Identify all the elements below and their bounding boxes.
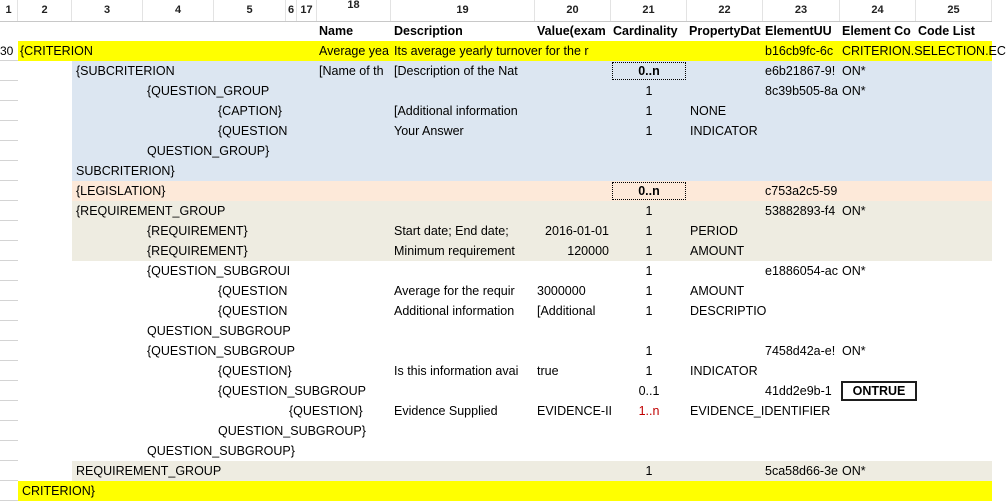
sheet-row (0, 41, 1006, 61)
sheet-row (0, 261, 992, 281)
cell-codelist[interactable] (918, 181, 992, 201)
cell-name[interactable] (319, 321, 391, 341)
cell-name[interactable] (319, 121, 391, 141)
col-header-1[interactable]: 1 (0, 0, 18, 21)
cell-name[interactable] (319, 201, 391, 221)
cell-card[interactable] (611, 321, 687, 341)
cell-name[interactable] (319, 81, 391, 101)
sheet-row (0, 241, 992, 261)
cell-name[interactable] (319, 441, 391, 461)
cell-value[interactable] (537, 201, 609, 221)
cell-card[interactable]: 1 (645, 204, 653, 218)
cell-codelist[interactable] (918, 281, 992, 301)
cell-card[interactable]: 1 (645, 244, 653, 258)
cell-name[interactable] (319, 421, 391, 441)
element-label[interactable]: QUESTION_SUBGROUP} (147, 444, 295, 458)
cell-name[interactable] (319, 341, 391, 361)
cell-name[interactable] (319, 141, 391, 161)
cell-card[interactable]: 0..n (611, 181, 687, 201)
cell-code[interactable] (842, 121, 916, 141)
cell-name[interactable]: Average yea (319, 44, 389, 58)
row-number[interactable]: 30 (0, 41, 18, 61)
cell-card[interactable]: 1 (645, 124, 653, 138)
cell-value[interactable] (537, 321, 609, 341)
sheet-row (0, 441, 992, 461)
sheet-row (0, 461, 992, 481)
cell-codelist[interactable] (918, 381, 992, 401)
cell-code[interactable]: ON* (842, 464, 866, 478)
cell-value[interactable] (537, 341, 609, 361)
row-number[interactable] (0, 461, 18, 481)
cell-codelist[interactable] (918, 261, 992, 281)
sheet-row (0, 141, 992, 161)
cell-name[interactable] (319, 381, 391, 401)
cell-card[interactable]: 1 (645, 264, 653, 278)
cell-uuid[interactable] (765, 481, 840, 501)
sheet-row (0, 281, 992, 301)
row-number[interactable] (0, 301, 18, 321)
row-number[interactable] (0, 321, 18, 341)
cell-card[interactable] (611, 481, 687, 501)
cell-prop[interactable]: AMOUNT (690, 284, 745, 298)
cell-name[interactable] (319, 401, 391, 421)
cell-code[interactable] (842, 281, 916, 301)
cell-uuid[interactable]: 5ca58d66-3e (765, 464, 838, 478)
element-label[interactable]: QUESTION_SUBGROUP} (218, 424, 366, 438)
cell-desc[interactable] (394, 321, 535, 341)
cell-prop[interactable]: INDICATOR (690, 364, 758, 378)
cell-prop[interactable]: AMOUNT (690, 244, 745, 258)
cell-codelist[interactable] (918, 481, 992, 501)
cell-codelist[interactable] (918, 141, 992, 161)
row-number[interactable] (0, 361, 18, 381)
row-number[interactable] (0, 61, 18, 81)
cell-code[interactable] (842, 161, 916, 181)
element-label[interactable]: {QUESTION} (289, 404, 363, 418)
sheet-row (0, 221, 992, 241)
col-header-2[interactable]: 2 (18, 0, 72, 21)
header-cardinality[interactable]: Cardinality (613, 24, 678, 38)
cell-codelist[interactable] (918, 81, 992, 101)
cell-desc[interactable] (394, 201, 535, 221)
header-codelist[interactable]: Code List (918, 24, 975, 38)
cell-value[interactable]: 3000000 (537, 284, 586, 298)
cell-card[interactable]: 1..n (638, 404, 660, 418)
cell-codelist[interactable] (918, 301, 992, 321)
cell-desc[interactable] (394, 261, 535, 281)
row-number[interactable] (0, 141, 18, 161)
cell-desc[interactable] (394, 441, 535, 461)
row-number[interactable] (0, 201, 18, 221)
cell-card[interactable]: 1 (645, 84, 653, 98)
element-label[interactable]: {REQUIREMENT_GROUP (76, 204, 226, 218)
cell-uuid[interactable]: 7458d42a-e! (765, 344, 836, 358)
element-label[interactable]: {REQUIREMENT} (147, 244, 248, 258)
cell-uuid[interactable] (765, 321, 840, 341)
cell-desc[interactable] (394, 341, 535, 361)
row-number[interactable] (0, 401, 18, 421)
cell-value[interactable] (537, 141, 609, 161)
cell-desc[interactable]: Minimum requirement (394, 244, 515, 258)
row-number[interactable] (0, 481, 18, 501)
sheet-row (0, 161, 992, 181)
cell-code[interactable]: ON* (842, 344, 866, 358)
cell-code[interactable]: ON* (842, 84, 866, 98)
cell-codelist[interactable] (918, 421, 992, 441)
cell-value[interactable] (537, 121, 609, 141)
cell-code[interactable] (842, 361, 916, 381)
cell-desc[interactable] (394, 381, 535, 401)
cell-value[interactable] (537, 421, 609, 441)
cell-name[interactable] (319, 281, 391, 301)
element-label[interactable]: {QUESTION (218, 284, 288, 298)
row-number[interactable] (0, 281, 18, 301)
col-header-3[interactable]: 3 (72, 0, 143, 21)
col-header-6[interactable]: 6 (286, 0, 297, 21)
cell-uuid[interactable] (765, 221, 840, 241)
cell-name[interactable] (319, 241, 391, 261)
cell-uuid[interactable]: e6b21867-9! (765, 64, 836, 78)
sheet-row (0, 321, 992, 341)
cell-uuid[interactable]: 41dd2e9b-1 (765, 384, 832, 398)
cell-prop[interactable]: DESCRIPTIO (690, 304, 767, 318)
cell-desc[interactable] (394, 141, 535, 161)
cell-value[interactable] (537, 161, 609, 181)
element-label[interactable]: {SUBCRITERION (76, 64, 175, 78)
cell-desc[interactable]: Additional information (394, 304, 515, 318)
header-value[interactable]: Value(exam (537, 24, 606, 38)
cell-codelist[interactable] (918, 241, 992, 261)
col-header-4[interactable]: 4 (143, 0, 214, 21)
cell-value[interactable] (537, 41, 609, 61)
element-label[interactable]: {QUESTION_SUBGROUP (147, 344, 295, 358)
col-header-24[interactable]: 24 (840, 0, 916, 21)
element-label[interactable]: {CRITERION (20, 44, 93, 58)
cell-code[interactable] (842, 301, 916, 321)
element-label[interactable]: {CAPTION} (218, 104, 282, 118)
sheet-row (0, 101, 992, 121)
cell-codelist[interactable] (918, 341, 992, 361)
sheet-row (0, 401, 992, 421)
sheet-row (0, 61, 992, 81)
cell-desc[interactable]: [Additional information (394, 104, 518, 118)
row-number[interactable] (0, 101, 18, 121)
cell-card[interactable]: 1 (645, 344, 653, 358)
sheet-row (0, 421, 992, 441)
cell-card[interactable] (611, 141, 687, 161)
cell-codelist[interactable] (918, 121, 992, 141)
cell-uuid[interactable] (765, 241, 840, 261)
cell-code[interactable] (842, 221, 916, 241)
row-number[interactable] (0, 221, 18, 241)
element-label[interactable]: {LEGISLATION} (76, 184, 166, 198)
cell-code[interactable] (842, 141, 916, 161)
element-label[interactable]: {QUESTION_SUBGROUP (218, 384, 366, 398)
cell-desc[interactable] (394, 81, 535, 101)
cell-codelist[interactable] (918, 321, 992, 341)
cell-name[interactable] (319, 221, 391, 241)
sheet-row (0, 181, 992, 201)
element-label[interactable]: QUESTION_GROUP} (147, 144, 270, 158)
column-header-strip (0, 0, 992, 22)
cell-codelist[interactable] (918, 221, 992, 241)
cell-code[interactable] (842, 101, 916, 121)
sheet-row (0, 301, 992, 321)
cell-prop[interactable]: PERIOD (690, 224, 738, 238)
row-number[interactable] (0, 81, 18, 101)
cell-name[interactable] (319, 301, 391, 321)
header-description[interactable]: Description (394, 24, 463, 38)
cell-desc[interactable] (394, 421, 535, 441)
cell-codelist[interactable] (918, 401, 992, 421)
col-header-17[interactable]: 17 (297, 0, 317, 21)
col-header-19[interactable]: 19 (391, 0, 535, 21)
element-label[interactable]: {QUESTION (218, 304, 288, 318)
cell-value[interactable]: true (537, 364, 559, 378)
cell-card[interactable]: 0..1 (638, 384, 660, 398)
element-label[interactable]: QUESTION_SUBGROUP (147, 324, 291, 338)
cell-desc[interactable]: Is this information avai (394, 364, 519, 378)
sheet-row (0, 361, 992, 381)
cell-desc[interactable]: Its average yearly turnover for the r (394, 44, 589, 58)
cell-name[interactable] (319, 361, 391, 381)
element-label[interactable]: REQUIREMENT_GROUP (76, 464, 222, 478)
col-header-22[interactable]: 22 (687, 0, 763, 21)
element-label[interactable]: CRITERION} (22, 484, 95, 498)
cell-desc[interactable] (394, 461, 535, 481)
cell-name[interactable] (319, 461, 391, 481)
cell-card[interactable]: 1 (645, 304, 653, 318)
row-number[interactable] (0, 261, 18, 281)
cell-desc[interactable]: [Description of the Nat (394, 64, 518, 78)
cell-value[interactable] (537, 61, 609, 81)
cell-codelist[interactable] (918, 441, 992, 461)
cell-card[interactable] (611, 41, 687, 61)
cell-uuid[interactable] (765, 361, 840, 381)
sheet-row (0, 341, 992, 361)
cell-card[interactable] (611, 161, 687, 181)
sheet-row (0, 481, 992, 501)
cell-card[interactable]: 1 (645, 224, 653, 238)
sheet-row (0, 81, 992, 101)
cell-card[interactable]: 1 (645, 104, 653, 118)
cell-value[interactable] (537, 181, 609, 201)
header-elementuuid[interactable]: ElementUU (765, 24, 832, 38)
cell-desc[interactable]: Average for the requir (394, 284, 515, 298)
cell-uuid[interactable]: e1886054-ac (765, 264, 838, 278)
cell-value[interactable] (537, 381, 609, 401)
row-number[interactable] (0, 161, 18, 181)
element-label[interactable]: {QUESTION (218, 124, 288, 138)
element-label[interactable]: {QUESTION} (218, 364, 292, 378)
row-number[interactable] (0, 381, 18, 401)
row-number[interactable] (0, 241, 18, 261)
sheet-row (0, 121, 992, 141)
cell-codelist[interactable] (918, 101, 992, 121)
cell-desc[interactable]: Your Answer (394, 124, 464, 138)
cell-name[interactable] (319, 101, 391, 121)
cell-name[interactable] (319, 161, 391, 181)
cell-uuid[interactable] (765, 121, 840, 141)
cell-uuid[interactable]: 53882893-f4 (765, 204, 836, 218)
cell-code[interactable] (842, 441, 916, 461)
row-number[interactable] (0, 441, 18, 461)
cell-name[interactable] (319, 261, 391, 281)
cell-value[interactable] (537, 261, 609, 281)
row-number[interactable] (0, 181, 18, 201)
cell-name[interactable]: [Name of th (319, 64, 384, 78)
cell-code[interactable] (842, 321, 916, 341)
col-header-20[interactable]: 20 (535, 0, 611, 21)
cell-uuid[interactable]: 8c39b505-8a (765, 84, 838, 98)
cell-code[interactable] (842, 241, 916, 261)
cell-value[interactable] (537, 481, 609, 501)
cell-uuid[interactable] (765, 101, 840, 121)
cell-code[interactable]: ON* (842, 264, 866, 278)
cell-desc[interactable]: Evidence Supplied (394, 404, 498, 418)
col-header-21[interactable]: 21 (611, 0, 687, 21)
header-names-row (0, 21, 992, 40)
cell-desc[interactable]: Start date; End date; (394, 224, 509, 238)
cell-uuid[interactable] (765, 141, 840, 161)
col-header-18[interactable]: 18 (317, 0, 391, 21)
cell-value[interactable] (537, 441, 609, 461)
element-label[interactable]: SUBCRITERION} (76, 164, 175, 178)
cell-value[interactable]: EVIDENCE-II (537, 404, 613, 418)
header-propertydata[interactable]: PropertyDat (689, 24, 761, 38)
cell-codelist[interactable] (918, 201, 992, 221)
cell-codelist[interactable] (918, 461, 992, 481)
cell-code[interactable]: CRITERION.SELECTION.EC (842, 44, 1006, 58)
cell-desc[interactable] (394, 181, 535, 201)
cell-card[interactable]: 1 (645, 464, 653, 478)
row-number[interactable] (0, 341, 18, 361)
cell-card[interactable] (611, 421, 687, 441)
cell-code[interactable] (842, 181, 916, 201)
cell-name[interactable] (319, 481, 391, 501)
cell-value[interactable] (537, 461, 609, 481)
cell-prop[interactable]: NONE (690, 104, 727, 118)
cell-code[interactable]: ONTRUE (841, 381, 917, 401)
cell-codelist[interactable] (918, 41, 992, 61)
header-elementcode[interactable]: Element Co (842, 24, 911, 38)
cell-card[interactable] (611, 441, 687, 461)
col-header-5[interactable]: 5 (214, 0, 286, 21)
cell-codelist[interactable] (918, 161, 992, 181)
cell-uuid[interactable] (765, 401, 840, 421)
row-number[interactable] (0, 121, 18, 141)
cell-uuid[interactable] (765, 421, 840, 441)
element-label[interactable]: {REQUIREMENT} (147, 224, 248, 238)
cell-value[interactable] (537, 81, 609, 101)
cell-card[interactable]: 1 (645, 364, 653, 378)
cell-uuid[interactable] (765, 441, 840, 461)
sheet-row (0, 201, 992, 221)
col-header-25[interactable]: 25 (916, 0, 992, 21)
cell-code[interactable]: ON* (842, 64, 866, 78)
cell-name[interactable] (319, 181, 391, 201)
element-label[interactable]: {QUESTION_SUBGROUI (147, 264, 291, 278)
cell-uuid[interactable] (765, 281, 840, 301)
cell-value[interactable] (537, 101, 609, 121)
cell-prop[interactable]: EVIDENCE_IDENTIFIER (690, 404, 831, 418)
cell-card[interactable]: 0..n (611, 61, 687, 81)
col-header-23[interactable]: 23 (763, 0, 840, 21)
cell-uuid[interactable]: b16cb9fc-6c (765, 44, 834, 58)
cell-value[interactable]: 2016-01-01 (545, 224, 609, 238)
cell-card[interactable]: 1 (645, 284, 653, 298)
cell-uuid[interactable] (765, 301, 840, 321)
cell-value[interactable]: [Additional (537, 304, 596, 318)
header-name[interactable]: Name (319, 24, 354, 38)
cell-code[interactable] (842, 401, 916, 421)
cell-code[interactable] (842, 481, 916, 501)
cell-code[interactable] (842, 421, 916, 441)
element-label[interactable]: {QUESTION_GROUP (147, 84, 270, 98)
cell-codelist[interactable] (918, 61, 992, 81)
cell-code[interactable]: ON* (842, 204, 866, 218)
cell-uuid[interactable] (765, 161, 840, 181)
cell-value[interactable]: 120000 (567, 244, 609, 258)
sheet-row (0, 381, 992, 401)
cell-uuid[interactable]: c753a2c5-59 (765, 184, 838, 198)
cell-codelist[interactable] (918, 361, 992, 381)
row-number[interactable] (0, 421, 18, 441)
cell-desc[interactable] (394, 161, 535, 181)
cell-desc[interactable] (394, 481, 535, 501)
cell-prop[interactable]: INDICATOR (690, 124, 758, 138)
